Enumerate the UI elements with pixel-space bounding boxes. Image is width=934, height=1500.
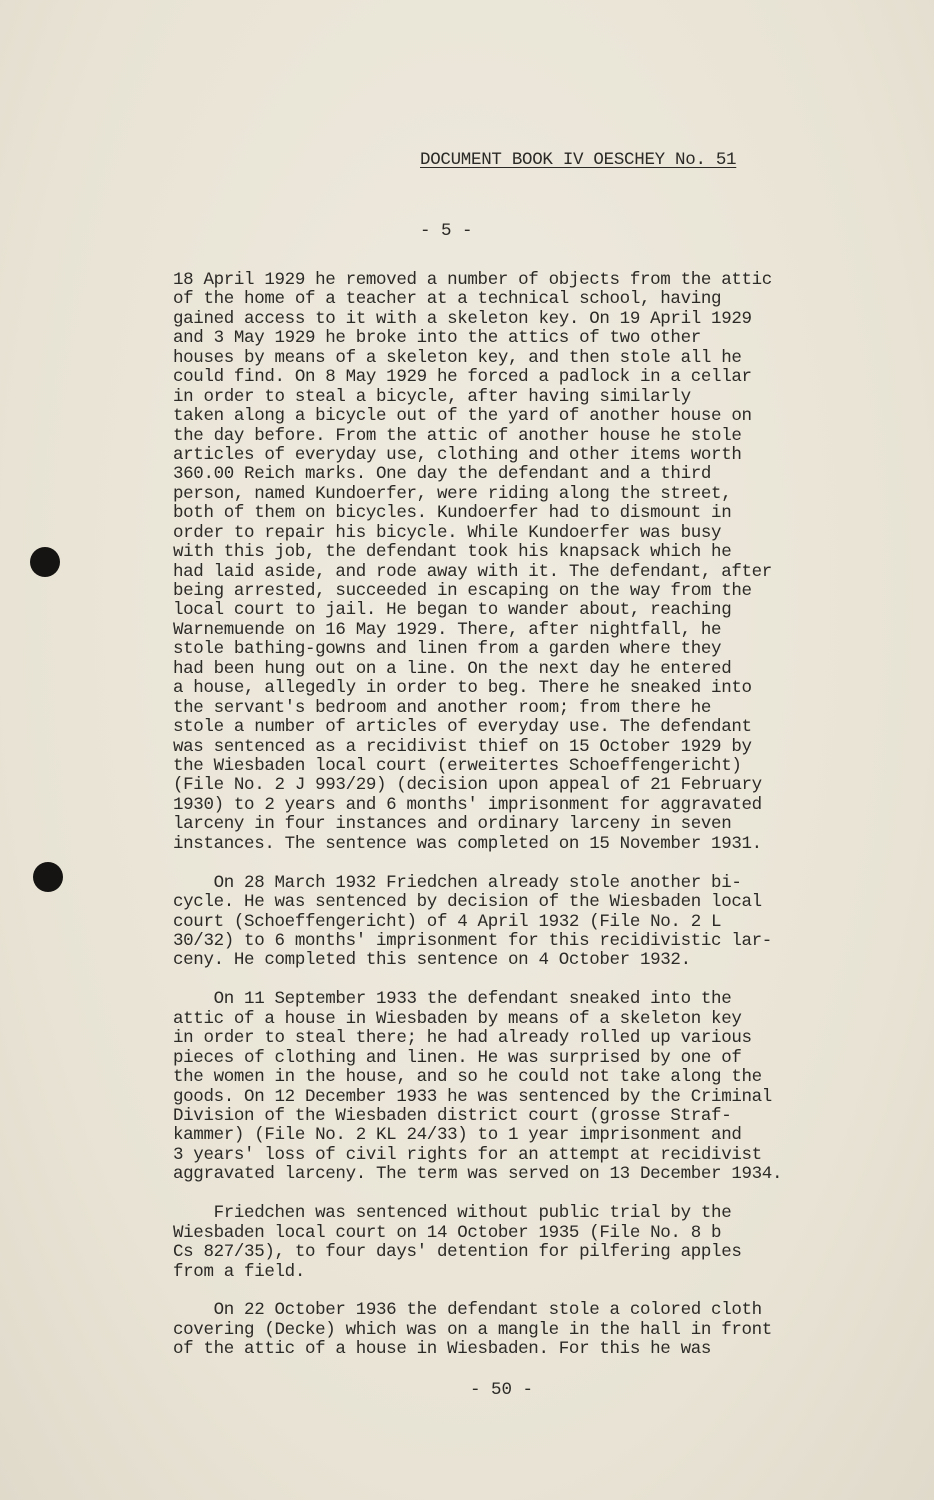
text-line: being arrested, succeeded in escaping on the way from the bbox=[173, 581, 752, 601]
text-line: local court to jail. He began to wander about, reaching bbox=[173, 600, 732, 621]
text-line: Friedchen was sentenced without public trial by the bbox=[173, 1203, 732, 1224]
text-line: the servant's bedroom and another room; from there he bbox=[173, 697, 712, 718]
text-line: 1930) to 2 years and 6 months' imprisonment for aggravated bbox=[173, 794, 762, 815]
text-line: stole a number of articles of everyday use. The defendant bbox=[173, 717, 752, 738]
text-line: houses by means of a skeleton key, and then stole all he bbox=[173, 347, 742, 368]
text-line: articles of everyday use, clothing and other items worth bbox=[173, 444, 742, 465]
text-line: 3 years' loss of civil rights for an attempt at recidivist bbox=[173, 1144, 762, 1165]
text-line: 30/32) to 6 months' imprisonment for this recidivistic lar- bbox=[173, 930, 772, 951]
text-line: 18 April 1929 he removed a number of objects from the attic bbox=[173, 270, 772, 290]
text-line: could find. On 8 May 1929 he forced a padlock in a cellar bbox=[173, 367, 752, 388]
paragraph bbox=[173, 874, 883, 971]
text-line: instances. The sentence was completed on 15 November 1931. bbox=[173, 833, 762, 854]
punch-hole bbox=[33, 862, 63, 892]
text-line: larceny in four instances and ordinary larceny in seven bbox=[173, 814, 732, 835]
text-line: both of them on bicycles. Kundoerfer had to dismount in bbox=[173, 503, 732, 524]
text-line: On 28 March 1932 Friedchen already stole another bi- bbox=[173, 872, 742, 893]
paragraph bbox=[173, 1301, 883, 1359]
text-line: the Wiesbaden local court (erweitertes Schoeffengericht) bbox=[173, 755, 742, 776]
text-line: (File No. 2 J 993/29) (decision upon appeal of 21 February bbox=[173, 775, 762, 796]
text-line: pieces of clothing and linen. He was surprised by one of bbox=[173, 1047, 742, 1068]
text-line: from a field. bbox=[173, 1261, 305, 1282]
punch-hole bbox=[30, 547, 60, 577]
text-line: kammer) (File No. 2 KL 24/33) to 1 year imprisonment and bbox=[173, 1125, 742, 1146]
text-line: 360.00 Reich marks. One day the defendant and a third bbox=[173, 464, 712, 485]
text-line: person, named Kundoerfer, were riding along the street, bbox=[173, 483, 732, 504]
text-line: was sentenced as a recidivist thief on 15 October 1929 by bbox=[173, 736, 752, 757]
text-line: Cs 827/35), to four days' detention for pilfering apples bbox=[173, 1242, 742, 1263]
text-line: the women in the house, and so he could not take along the bbox=[173, 1067, 762, 1088]
paragraph bbox=[173, 1204, 883, 1282]
page-number: - 5 - bbox=[420, 221, 473, 241]
text-line: On 11 September 1933 the defendant sneaked into the bbox=[173, 989, 732, 1010]
text-line: in order to steal a bicycle, after having similarly bbox=[173, 386, 691, 407]
text-line: goods. On 12 December 1933 he was sentenced by the Criminal bbox=[173, 1086, 772, 1107]
text-line: and 3 May 1929 he broke into the attics of two other bbox=[173, 328, 701, 349]
page-footer-number: - 50 - bbox=[470, 1380, 534, 1400]
text-line: with this job, the defendant took his knapsack which he bbox=[173, 542, 732, 563]
text-line: in order to steal there; he had already rolled up various bbox=[173, 1028, 752, 1049]
text-line: the day before. From the attic of another house he stole bbox=[173, 425, 742, 446]
text-line: a house, allegedly in order to beg. There he sneaked into bbox=[173, 678, 752, 699]
text-line: aggravated larceny. The term was served on 13 December 1934. bbox=[173, 1164, 783, 1185]
document-body bbox=[173, 271, 883, 1379]
text-line: of the home of a teacher at a technical school, having bbox=[173, 289, 722, 310]
text-line: cycle. He was sentenced by decision of the Wiesbaden local bbox=[173, 892, 762, 913]
text-line: Wiesbaden local court on 14 October 1935 (File No. 8 b bbox=[173, 1222, 722, 1243]
text-line: of the attic of a house in Wiesbaden. For this he was bbox=[173, 1339, 712, 1360]
text-line: gained access to it with a skeleton key. On 19 April 1929 bbox=[173, 308, 752, 329]
text-line: court (Schoeffengericht) of 4 April 1932 (File No. 2 L bbox=[173, 911, 722, 932]
paragraph bbox=[173, 271, 883, 854]
text-line: had laid aside, and rode away with it. The defendant, after bbox=[173, 561, 772, 582]
text-line: taken along a bicycle out of the yard of another house on bbox=[173, 406, 752, 427]
text-line: had been hung out on a line. On the next day he entered bbox=[173, 658, 732, 679]
text-line: order to repair his bicycle. While Kundoerfer was busy bbox=[173, 522, 722, 543]
text-line: ceny. He completed this sentence on 4 October 1932. bbox=[173, 950, 691, 971]
text-line: Division of the Wiesbaden district court (grosse Straf- bbox=[173, 1105, 732, 1126]
paragraph bbox=[173, 990, 883, 1184]
text-line: attic of a house in Wiesbaden by means of a skeleton key bbox=[173, 1008, 742, 1029]
text-line: covering (Decke) which was on a mangle in the hall in front bbox=[173, 1319, 772, 1340]
text-line: stole bathing-gowns and linen from a garden where they bbox=[173, 639, 722, 660]
text-line: On 22 October 1936 the defendant stole a colored cloth bbox=[173, 1300, 762, 1321]
document-header: DOCUMENT BOOK IV OESCHEY No. 51 bbox=[420, 150, 737, 170]
text-line: Warnemuende on 16 May 1929. There, after nightfall, he bbox=[173, 619, 722, 640]
